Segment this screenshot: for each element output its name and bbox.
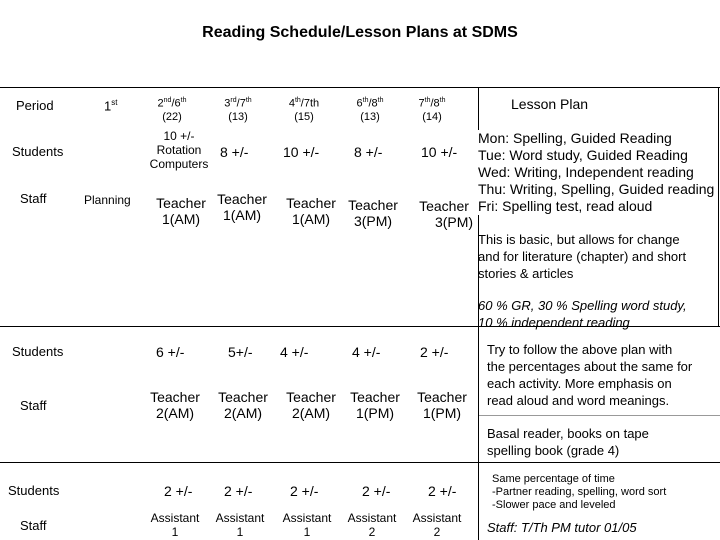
plan-divider-basal (478, 462, 720, 463)
block2-plan-note: Try to follow the above plan with the percentages about the same for each activity. More emphasis on read aloud and word meanings. (487, 342, 693, 408)
block2-staff-p5: Teacher 1(PM) (417, 389, 467, 421)
block1-staff-p4: Teacher 3(PM) (348, 197, 398, 229)
block2-students-p3: 4 +/- (280, 344, 309, 360)
rotation-note: 10 +/- Rotation Computers (149, 129, 209, 171)
lesson-plan-heading: Lesson Plan (511, 96, 589, 112)
block-divider-2 (0, 462, 478, 463)
period-header-2: 3rd/7th (13) (224, 97, 252, 123)
period-header-5: 7th/8th (14) (418, 97, 446, 123)
block3-staff-p1: Assistant 1 (150, 511, 200, 539)
block3-students-p1: 2 +/- (164, 483, 193, 499)
period-first: 1st (104, 98, 118, 114)
block2-staff-p2: Teacher 2(AM) (218, 389, 268, 421)
block1-staff-p3: Teacher 1(AM) (286, 195, 336, 227)
planning-label: Planning (84, 193, 131, 207)
block2-staff-p4: Teacher 1(PM) (350, 389, 400, 421)
block3-staff-p2: Assistant 1 (215, 511, 265, 539)
block1-staff-label: Staff (20, 191, 47, 206)
lesson-plan-percentages: 60 % GR, 30 % Spelling word study, 10 % independent reading (478, 298, 687, 330)
block3-students-p2: 2 +/- (224, 483, 253, 499)
block3-students-p3: 2 +/- (290, 483, 319, 499)
block3-staff-p5: Assistant 2 (412, 511, 462, 539)
block2-staff-p3: Teacher 2(AM) (286, 389, 336, 421)
block1-staff-p1: Teacher 1(AM) (156, 195, 206, 227)
block2-plan-materials: Basal reader, books on tape spelling book (grade 4) (487, 426, 649, 458)
period-label: Period (16, 98, 54, 113)
block1-staff-p5: Teacher 3(PM) (419, 198, 474, 230)
block1-staff-p2: Teacher 1(AM) (217, 191, 267, 223)
block3-plan-note: Same percentage of time -Partner reading, spelling, word sort -Slower pace and leveled (492, 473, 667, 511)
period-header-3: 4th/7th (15) (288, 97, 320, 123)
period-header-1: 2nd/6th (22) (157, 97, 187, 123)
block2-students-label: Students (12, 344, 64, 359)
block1-students-p2: 8 +/- (220, 144, 249, 160)
block3-students-p4: 2 +/- (362, 483, 391, 499)
block1-students-p3: 10 +/- (283, 144, 320, 160)
block3-students-label: Students (8, 483, 60, 498)
page-title: Reading Schedule/Lesson Plans at SDMS (202, 24, 518, 41)
block2-students-p5: 2 +/- (420, 344, 449, 360)
block3-staff-p3: Assistant 1 (282, 511, 332, 539)
plan-divider-inner (478, 415, 720, 416)
block3-plan-staff: Staff: T/Th PM tutor 01/05 (487, 520, 637, 535)
block2-students-p2: 5+/- (228, 344, 253, 360)
block1-students-label: Students (12, 144, 64, 159)
lesson-plan-days: Mon: Spelling, Guided Reading Tue: Word study, Guided Reading Wed: Writing, Independent reading Thu: Writing, Spelling, Guided reading Fri: Spelling test, read aloud (478, 130, 715, 214)
table-right-border (718, 87, 719, 327)
block2-staff-label: Staff (20, 398, 47, 413)
block3-students-p5: 2 +/- (428, 483, 457, 499)
block2-staff-p1: Teacher 2(AM) (150, 389, 200, 421)
block2-students-p1: 6 +/- (156, 344, 185, 360)
block1-students-p4: 8 +/- (354, 144, 383, 160)
block3-staff-label: Staff (20, 518, 47, 533)
block3-staff-p4: Assistant 2 (347, 511, 397, 539)
table-top-border (0, 87, 720, 88)
block1-students-p5: 10 +/- (421, 144, 458, 160)
period-header-4: 6th/8th (13) (356, 97, 384, 123)
block2-students-p4: 4 +/- (352, 344, 381, 360)
lesson-plan-note: This is basic, but allows for change and for literature (chapter) and short stories & articles (478, 232, 687, 281)
